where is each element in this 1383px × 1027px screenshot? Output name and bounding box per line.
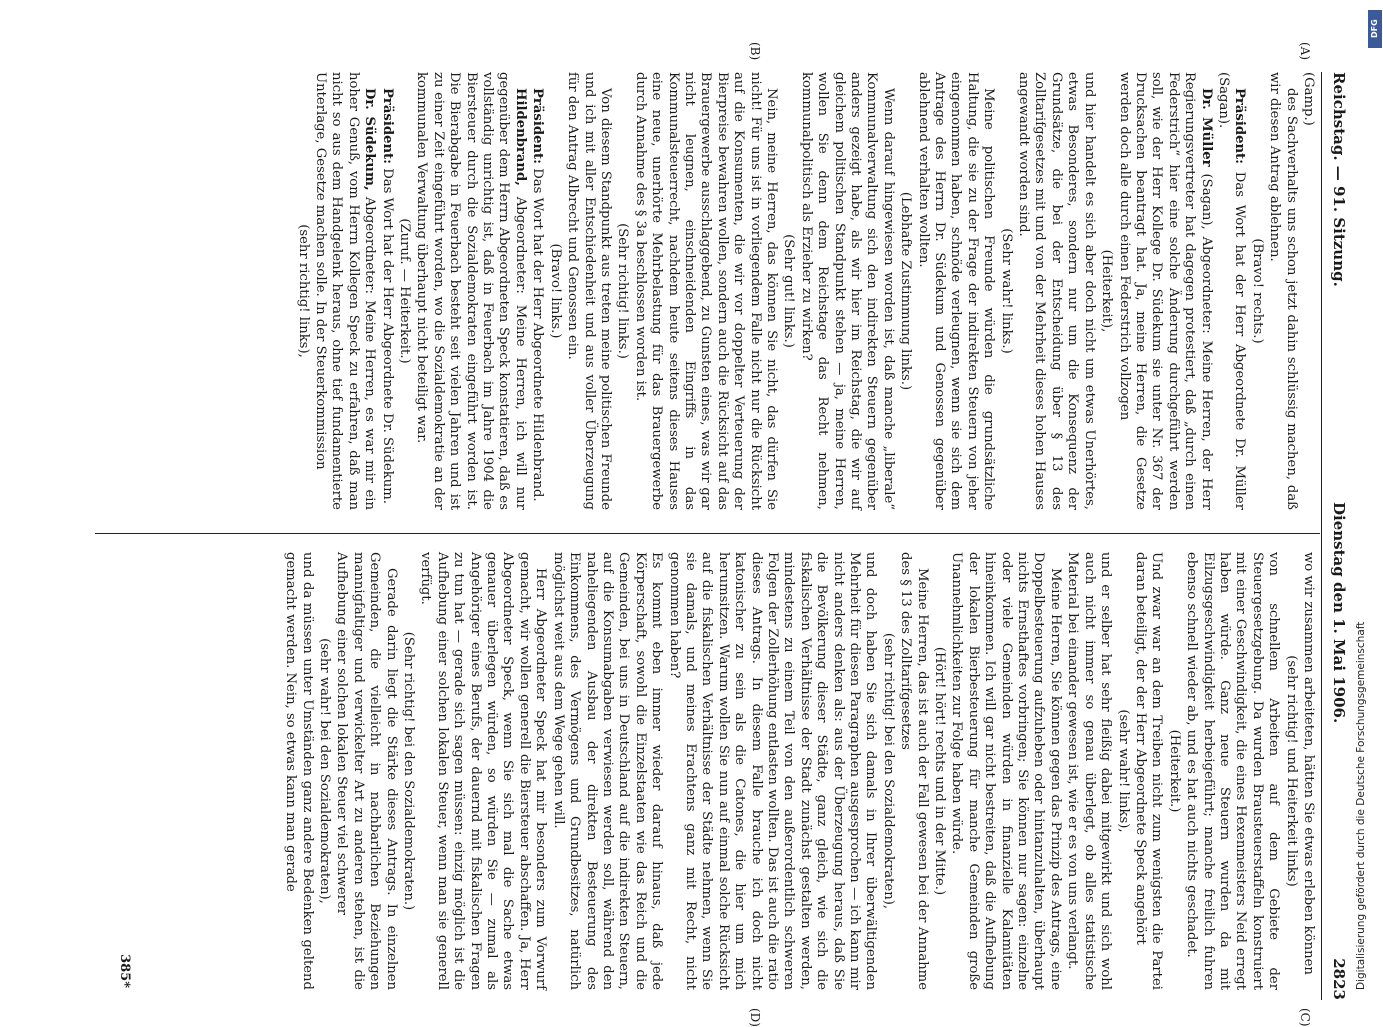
header-center: Dienstag den 1. Mai 1906.: [1330, 502, 1348, 724]
paragraph: [546, 72, 562, 510]
page-header: [1324, 72, 1350, 1000]
paragraph-text: (Sagan), Abgeordneter: Meine Herren, der Herr Regierungsvertreter hat dagegen protestiert, daß „durch einen Federstrich“ hier eine solche Änderung durchgeführt werden soll, wie der Herr Kollege Dr. Südekum sie unter Nr. 367 der Drucksachen beantragt hat. Ja, meine Herren, die Gesetze werden doch alle durch einen Federstrich vollzogen: [1116, 72, 1214, 510]
paragraph-text: Das Wort hat der Herr Abgeordnete Hildenbrand.: [530, 164, 546, 502]
paragraph: [914, 72, 996, 510]
paragraph-text: (Heiterkeit),: [1099, 249, 1115, 333]
right-column: [281, 552, 1316, 990]
paragraph: [614, 72, 630, 510]
paragraph: [665, 552, 878, 990]
paragraph: [1098, 72, 1114, 510]
paragraph-text: wo wir zusammen arbeiteten, hätten Sie etwas erleben können: [1301, 552, 1316, 975]
paragraph-text: (Gamp.): [1301, 72, 1316, 126]
paragraph-text: (Bravo! rechts.): [1249, 238, 1265, 344]
paragraph: [1215, 72, 1248, 510]
speaker-name: Präsident:: [1232, 88, 1248, 165]
paragraph: [1282, 552, 1298, 990]
paragraph-text: Wenn darauf hingewiesen worden ist, daß manche „liberale“ Kommunalverwaltung sich den indirekten Steuern gegenüber anders gezeigt habe, als wir hier im Reichstag, die wir auf gleichem politischen Standpunkt stehen — ja, meine Herren, wollen Sie denn dem Reichstage das Recht nehmen, kommunalpolitisch als Erzieher zu wirken?: [798, 72, 896, 510]
paragraph: [1115, 72, 1213, 510]
paragraph: [931, 552, 947, 990]
paragraph: [780, 72, 796, 510]
paragraph-text: (Hört! hört! rechts und in der Mitte.): [932, 646, 948, 896]
paragraph: [1300, 552, 1316, 990]
paragraph: [529, 72, 545, 510]
paragraph: [1300, 72, 1316, 510]
paragraph-text: Das Wort hat der Herr Abgeordnete Dr. Müller (Sagan).: [1215, 72, 1248, 510]
paragraph-text: Das Wort hat der Herr Abgeordnete Dr. Südekum.: [379, 164, 395, 504]
paragraph-text: Meine Herren, das ist auch der Fall gewesen bei der Annahme des § 13 des Zolltarifgesetzes: [898, 552, 930, 990]
speaker-name: Präsident:: [530, 88, 546, 165]
paragraph-text: (Heiterkeit.): [1166, 729, 1182, 813]
column-divider: [95, 533, 1320, 534]
paragraph: [400, 552, 416, 990]
speaker-name: Hildenbrand,: [512, 88, 528, 186]
paragraph: [396, 72, 412, 510]
paragraph: [312, 72, 378, 510]
paragraph: [1064, 552, 1113, 990]
paragraph: [1165, 552, 1181, 990]
paragraph: [997, 72, 1013, 510]
paragraph-text: (Zuruf. — Heiterkeit.): [397, 218, 413, 364]
paragraph: [1015, 72, 1097, 510]
margin-mark-c: (C): [1298, 1008, 1312, 1027]
paragraph-text: Es kommt eben immer wieder darauf hinaus, daß jede Körperschaft, sowohl die Einzelstaaten wie das Reich und die Gemeinden, bei uns in Deutschland auf die indirekten Steuern, auf die Konsumabgaben verwiesen werden soll, während den naheliegenden Ausbau der direkten Besteuerung des Einkommens, des Vermögens und Grundbesitzes, natürlich möglichst weit aus dem Wege gehen will.: [550, 552, 665, 990]
digitization-note: Digitalisierung gefördert durch die Deutsche Forschungsgemeinschaft: [1355, 621, 1367, 990]
paragraph-text: (sehr wahr! links),: [1115, 709, 1131, 833]
paragraph: [417, 552, 548, 990]
rotated-page: [75, 42, 1350, 1027]
paragraph-text: (Sehr richtig! links.): [615, 223, 631, 359]
paragraph: [413, 72, 528, 510]
paragraph-text: und er selber hat sehr fleißig dabei mitgewirkt und sich wohl auch nicht immer so genau überlegt, ob alles statistische Material bei einander gewesen ist, wie er es von uns verlangt.: [1065, 552, 1114, 990]
paragraph-text: (sehr wahr! bei den Sozialdemokraten),: [317, 638, 333, 904]
paragraph: [564, 72, 613, 510]
margin-mark-b: (B): [748, 42, 762, 61]
margin-mark-a: (A): [1298, 42, 1312, 61]
paragraph-text: Abgeordneter: Meine Herren, es war mir ein hoher Genuß, vom Herrn Kollegen Speck zu erfahren, daß man nicht so aus dem Handgelenk heraus, ohne tief fundamentierte Unterlage, Gesetze machen solle. In der Steuerkommission: [313, 72, 378, 510]
page-number: 2823: [1330, 958, 1348, 1000]
paragraph-text: von schnellem Arbeiten auf dem Gebiete der Steuergesetzgebung. Da wurden Brausteuerstaffeln konstruiert mit einer Geschwindigkeit, die eines Hexenmeisters Neid erregt haben würde. Ganz neue Steuern wurden da mit Eilzugsgeschwindigkeit herbeigeführt; manche freilich fuhren ebenso schnell wieder ab, und es hat auch nichts geschadet.: [1184, 552, 1282, 990]
paragraph: [333, 552, 399, 990]
paragraph-text: (sehr richtig! bei den Sozialdemokraten),: [880, 632, 896, 910]
paragraph-text: (sehr richtig! und Heiterkeit links): [1283, 655, 1299, 887]
paragraph-text: und da müssen unter Umständen ganz andere Bedenken geltend gemacht werden. Nein, so etwas kann man gerade: [283, 552, 315, 990]
signature-mark: 385*: [117, 954, 132, 988]
paragraph: [879, 552, 895, 990]
paragraph-text: (sehr richtig! links),: [295, 224, 311, 358]
paragraph-text: und doch haben Sie sich damals in Ihrer überwältigenden Mehrheit für diesen Paragraphen ausgesprochen — ich kann mir nicht anders denken als: aus der Überzeugung heraus, daß Sie die Bevölkerung dieser Städte, ganz gleich, wie sich die fiskalischen Verhältnisse der Stadt zunächst gestalten werden, mindestens zu einem Teil von den außerordentlich schweren Folgen der Zollerhöhung entlasten wollten. Das ist auch die ratio dieses Antrags. In diesem Falle brauche ich doch nicht katonischer zu sein als die Catones, die hier um mich herumsitzen. Warum wollen Sie nun auf einmal solche Rücksicht auf die fiskalischen Verhältnisse der Städte nehmen, wenn Sie sie damals, und meines Erachtens ganz mit Recht, nicht genommen haben?: [666, 552, 879, 990]
speaker-name: Dr. Müller: [1198, 88, 1214, 167]
paragraph-text: Meine politischen Freunde würden die grundsätzliche Haltung, die sie zu der Frage der indirekten Steuern von jeher eingenommen haben, schnöde verleugnen, wenn sie sich dem Antrage des Herrn Dr. Südekum und Genossen gegenüber ablehnend verhalten wollten.: [915, 72, 997, 510]
header-left: Reichstag. — 91. Sitzung.: [1330, 72, 1348, 287]
speaker-name: Präsident:: [379, 88, 395, 165]
paragraph-text: (Bravo! links.): [547, 243, 563, 339]
paragraph: [631, 72, 779, 510]
paragraph-text: (Lebhafte Zustimmung links.): [898, 191, 914, 391]
paragraph-text: Herr Abgeordneter Speck hat mir besonders zum Vorwurf gemacht, wir wollen generell die Biersteuer abschaffen. Ja, Herr Abgeordneter Speck, wenn Sie sich mal die Sache etwas genauer überlegen würden, so würden Sie — zumal als Angehöriger eines Berufs, der dauernd mit fiskalischen Fragen zu tun hat — gerade sich sagen müssen: einzig möglich ist die Aufhebung einer solchen lokalen Steuer, wenn man sie generell verfügt.: [418, 552, 549, 990]
margin-mark-d: (D): [748, 1008, 762, 1027]
paragraph: [897, 552, 930, 990]
paragraph-text: Und zwar war an dem Treiben nicht zum wenigsten die Partei daran beteiligt, der der Herr Abgeordnete Speck angehört: [1132, 552, 1165, 990]
paragraph: [897, 72, 913, 510]
paragraph-text: Von diesem Standpunkt aus treten meine politischen Freunde und ich mit aller Entschiedenheit und aus voller Überzeugung für den Antrag Albrecht und Genossen ein.: [565, 72, 613, 510]
paragraph-text: Nein, meine Herren, das können Sie nicht, das dürfen Sie nicht! Für uns ist in vorliegendem Falle nicht nur die Rücksicht auf die Konsumenten, die wir vor doppelter Verteuerung der Bierpreise bewahren wollen, sondern auch die Rücksicht auf das Brauergewerbe ausschlaggebend, zu Gunsten eines, was wir gar nicht leugnen, einschneidenden Eingriffs in das Kommunalsteuerrecht, nachdem heute seitens dieses Hauses eine neue, unerhörte Mehrbelastung für das Brauergewerbe durch Annahme des § 3a beschlossen worden ist.: [632, 72, 779, 510]
paragraph-text: Meine Herren, Sie können gegen das Prinzip des Antrags, eine Doppelbesteuerung aufzuheben oder hintanzuhalten, überhaupt nichts Ernsthaftes vorbringen; Sie können nur sagen: einzelne oder viele Gemeinden würden in finanzielle Kalamitäten hineinkommen. Ich will gar nicht bestreiten, daß die Aufhebung der lokalen Bierbesteuerung für manche Gemeinden große Unannehmlichkeiten zur Folge haben würde.: [949, 552, 1063, 990]
paragraph: [948, 552, 1063, 990]
paragraph-text: Abgeordneter: Meine Herren, ich will nur gegenüber dem Herrn Abgeordneten Speck konstatieren, daß es vollständig unrichtig ist, daß in Feuerbach im Jahre 1904 die Biersteuer durch die Sozialdemokraten eingeführt worden ist. Die Bierabgabe in Feuerbach besteht seit vielen Jahren und ist zu einer Zeit eingeführt worden, wo die Sozialdemokratie an der kommunalen Verwaltung überhaupt nicht beteiligt war.: [414, 72, 528, 510]
paragraph-text: Gerade darin liegt die Stärke dieses Antrags. In einzelnen Gemeinden, die vielleicht in nachbarlichen Beziehungen mannigfaltiger und verwickelter Art zu anderen stehen, ist die Aufhebung einer solchen lokalen Steuer viel schwerer: [334, 552, 399, 990]
paragraph: [1183, 552, 1281, 990]
paragraph-text: und hier handelt es sich aber doch nicht um etwas Unerhörtes, etwas Besonderes, sondern nur um die Konsequenz der Grundsätze, die bei der Entscheidung über § 13 des Zolltarifgesetzes mit und von der Mehrheit dieses hohen Hauses angewandt worden sind.: [1016, 72, 1097, 510]
dfg-logo: DFG: [1368, 10, 1382, 48]
header-rule: [1321, 72, 1322, 1000]
paragraph: [1132, 552, 1165, 990]
paragraph: [1266, 72, 1299, 510]
speaker-name: Dr. Südekum,: [362, 88, 378, 191]
paragraph: [549, 552, 664, 990]
paragraph: [1248, 72, 1264, 510]
paragraph-text: (Sehr gut! links.): [781, 234, 797, 348]
paragraph: [294, 72, 310, 510]
paragraph: [316, 552, 332, 990]
paragraph: [1114, 552, 1130, 990]
left-column: [293, 72, 1316, 510]
paragraph-text: (Sehr richtig! bei den Sozialdemokraten.): [401, 631, 417, 911]
paragraph: [282, 552, 315, 990]
paragraph-text: des Sachverhalts uns schon jetzt dahin schlüssig machen, daß wir diesen Antrag ablehnen.: [1267, 72, 1299, 510]
paragraph-text: (Sehr wahr! links.): [998, 228, 1014, 354]
paragraph: [797, 72, 895, 510]
paragraph: [378, 72, 394, 510]
